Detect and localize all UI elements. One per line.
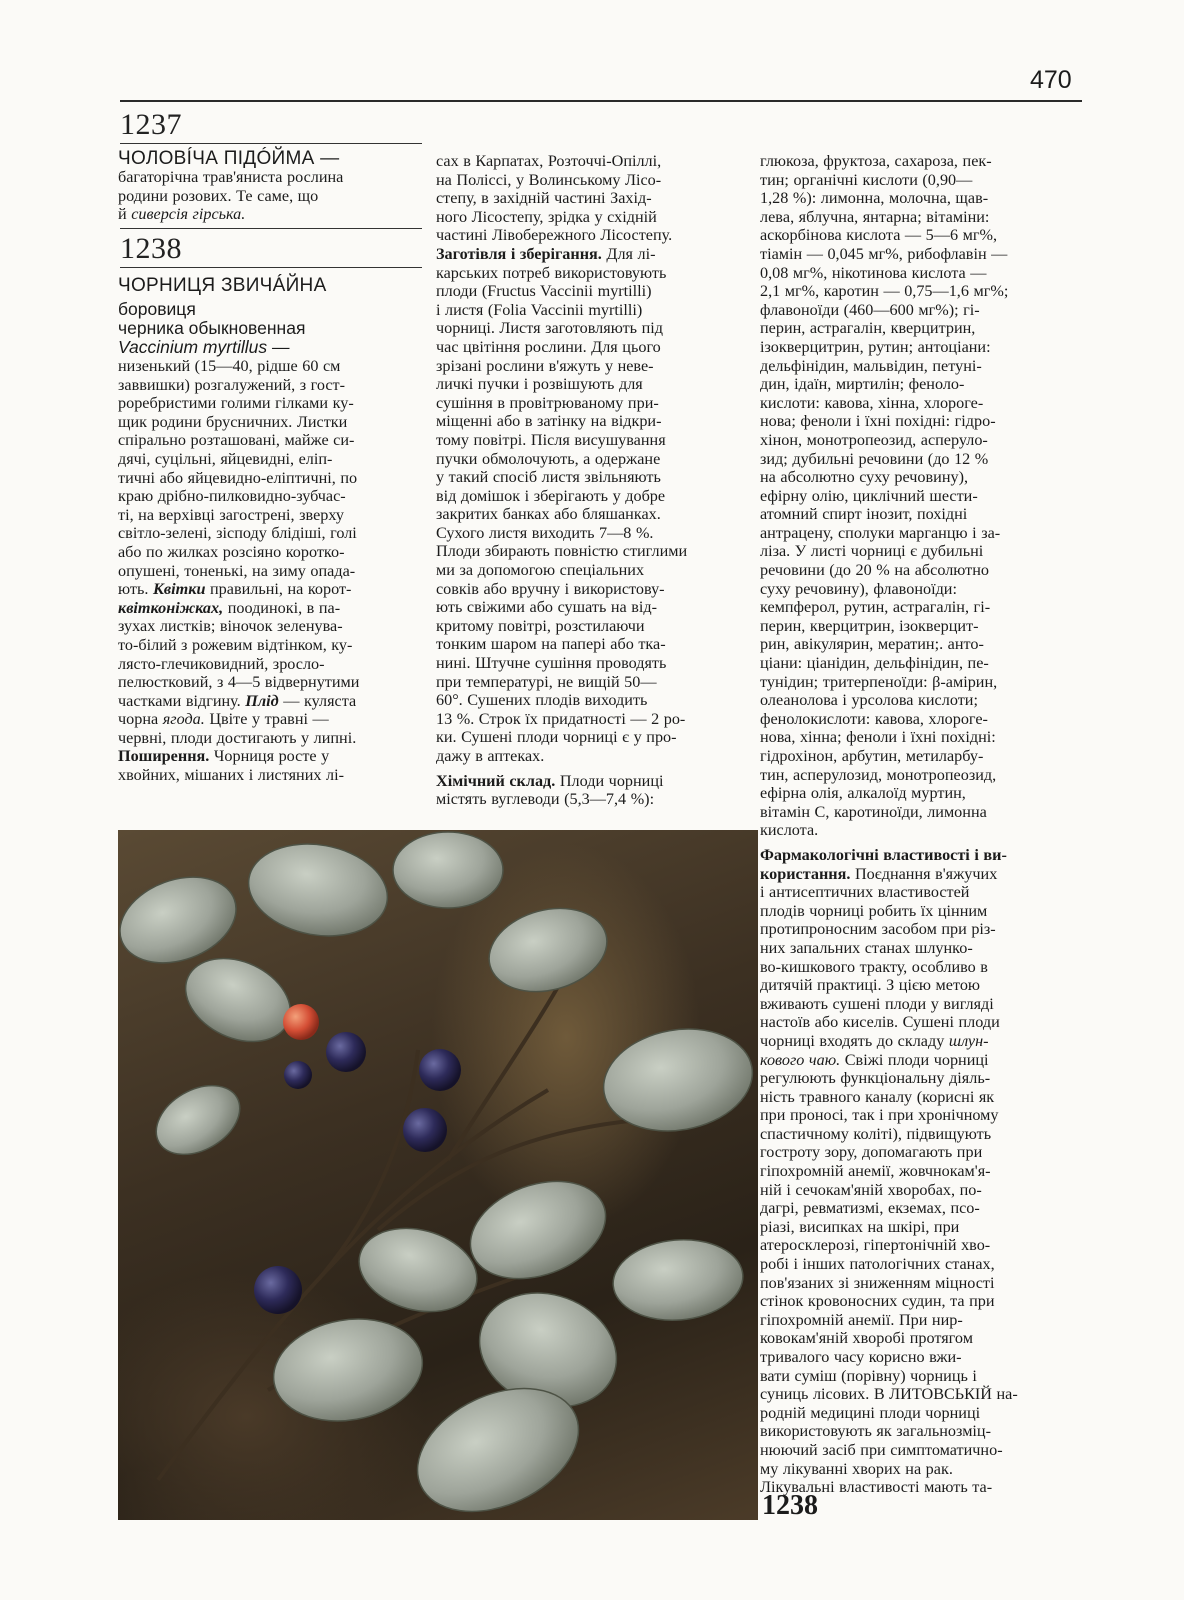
text-line: родній медицині плоди чорниці [760, 1403, 981, 1422]
term: Плід [245, 691, 279, 710]
text-line: родини розових. Те саме, що [118, 186, 319, 205]
text-line [118, 692, 422, 711]
text-line: дажу в аптеках. [436, 747, 545, 765]
text-line: зрізані рослини в'яжуть у неве- [436, 356, 654, 375]
page-number: 470 [1030, 66, 1072, 94]
text-line: і антисептичних властивостей [760, 883, 970, 902]
header-rule [120, 100, 1082, 102]
column-3 [760, 152, 1062, 1497]
text-line: і листя (Folia Vaccinii myrtilli) [436, 300, 643, 319]
text-line: дитячій практиці. З цією метою [760, 976, 981, 995]
text-line: ті, на верхівці загострені, зверху [118, 505, 344, 524]
term: кового чаю. [760, 1050, 841, 1069]
text-line: зухах листків; віночок зеленува- [118, 617, 343, 636]
text-line: ліза. У листі чорниці є дубильні [760, 542, 984, 561]
text-line: протипроносним засобом при різ- [760, 920, 996, 939]
text-line: дин, ідаїн, миртилін; феноло- [760, 375, 965, 394]
text-line: 13 %. Строк їх придатності — 2 ро- [436, 709, 686, 728]
entry-body-1237 [118, 168, 422, 224]
text-line: ефірна олія, алкалоїд муртин, [760, 784, 966, 803]
section-heading: Поширення. [118, 747, 210, 766]
text-line: лясто-глечиковидний, зросло- [118, 654, 325, 673]
text-line: дячі, суцільні, яйцевидні, еліп- [118, 449, 333, 468]
blueberry-illustration [118, 830, 758, 1520]
text-line: сушіння в провітрюваному при- [436, 393, 659, 412]
text-line: ки. Сушені плоди чорниці є у про- [436, 728, 677, 747]
text-line: гостроту зору, допомагають при [760, 1143, 983, 1162]
text-line: заввишки) розгалужений, з гост- [118, 375, 346, 394]
text-line: час цвітіння рослини. Для цього [436, 337, 661, 356]
text-line: вживають сушені плоди у вигляді [760, 994, 994, 1013]
text-line: від домішок і зберігають у добре [436, 486, 666, 505]
term: шлун- [948, 1031, 989, 1050]
text-line: сах в Карпатах, Розточчі-Опіллі, [436, 152, 662, 170]
text-line [118, 599, 422, 618]
text-line: тичні або яйцевидно-еліптичні, по [118, 468, 358, 487]
text-line: при температурі, не вищій 50— [436, 672, 657, 691]
text-line: у такий спосіб листя звільняють [436, 468, 661, 487]
synonym-russian: черника обыкновенная [118, 318, 306, 338]
text-line: ріазі, висипках на шкірі, при [760, 1217, 960, 1236]
text-line: ізокверцитрин, рутин; антоціани: [760, 337, 991, 356]
text-line: флавоноїди (460—600 мг%); гі- [760, 300, 980, 319]
text-line: регулюють функціональну діяль- [760, 1069, 991, 1088]
text-line: плоди (Fructus Vaccinii myrtilli) [436, 282, 652, 301]
text-line: гіпохромній анемії, жовчнокам'я- [760, 1162, 991, 1181]
text-line: міщенні або в затінку на відкри- [436, 412, 662, 431]
text-line: містять вуглеводи (5,3—7,4 %): [436, 790, 655, 809]
text-fragment: правильні, на корот- [205, 580, 352, 599]
text-line: атомний спирт інозит, похідні [760, 505, 968, 524]
text-line: чорниці. Листя заготовляють під [436, 319, 663, 338]
text-line: кемпферол, рутин, астрагалін, гі- [760, 598, 991, 617]
text-line: во-кишкового тракту, особливо в [760, 957, 988, 976]
text-line: багаторічна трав'яниста рослина [118, 168, 344, 186]
text-line: роребристими голими гілками ку- [118, 394, 354, 413]
text-line: дельфінідин, мальвідин, петуні- [760, 356, 982, 375]
text-fragment: поодинокі, в па- [223, 598, 341, 617]
text-line: спірально розташовані, майже си- [118, 431, 355, 450]
text-line [760, 846, 1062, 865]
text-line: ми за допомогою спеціальних [436, 561, 645, 580]
text-line: хінон, монотропеозид, асперуло- [760, 430, 988, 449]
text-line: гіпохромній анемії. При нир- [760, 1310, 963, 1329]
text-line: робі і інших патологічних станах, [760, 1255, 995, 1274]
text-line: пелюстковий, з 4—5 відвернутими [118, 673, 360, 692]
text-fragment: частками відгину. [118, 691, 241, 710]
term: ягода. [162, 710, 205, 729]
text-line: на абсолютно суху речовину), [760, 468, 969, 487]
text-line: 1,28 %): лимонна, молочна, щав- [760, 189, 989, 208]
text-line: атеросклерозі, гіпертонічній хво- [760, 1236, 991, 1255]
text-line: тривалого часу корисно вжи- [760, 1348, 962, 1366]
text-line: плодів чорниці робить їх цінним [760, 901, 988, 920]
text-line: опушені, тоненькі, на зиму опада- [118, 561, 356, 580]
text-line: пучки обмолочують, а одержане [436, 449, 661, 468]
text-line: тунідин; тритерпеноїди: β-амірин, [760, 672, 998, 691]
entry-rule-1238 [120, 267, 422, 268]
text-line: спастичному коліті), підвищують [760, 1124, 992, 1143]
text-line: Сухого листя виходить 7—8 %. [436, 523, 654, 542]
section-heading: Заготівля і зберігання. [436, 244, 602, 263]
text-line: фенолокислоти: кавова, хлороге- [760, 709, 988, 728]
term: Квітки [152, 580, 206, 599]
text-line: ного Лісостепу, зрідка у східній [436, 207, 657, 226]
text-line: глюкоза, фруктоза, сахароза, пек- [760, 152, 992, 170]
text-line: совків або вручну і використову- [436, 579, 665, 598]
synonym-ukrainian: боровиця [118, 299, 196, 319]
text-fragment: Чорниця росте у [209, 747, 330, 766]
text-line: Плоди збирають повністю стиглими [436, 542, 688, 561]
text-line: суху речовину), флавоноїди: [760, 579, 957, 598]
figure-caption: 1238 [762, 1490, 818, 1521]
entry-title-1238: ЧОРНИЦЯ ЗВИЧÁЙНА [118, 275, 327, 296]
cross-reference: сиверсія гірська. [131, 205, 246, 224]
text-line [760, 865, 1062, 884]
text-line: закритих банках або бляшанках. [436, 505, 661, 524]
text-line: 0,08 мг%, нікотинова кислота — [760, 263, 987, 282]
text-line: частині Лівобережного Лісостепу. [436, 226, 673, 245]
text-line: вітамін С, каротиноїди, лимонна [760, 802, 987, 821]
text-line: ковокам'яній хворобі протягом [760, 1329, 973, 1348]
text-line: ній і сечокам'яній хворобах, по- [760, 1180, 982, 1199]
column-1 [118, 357, 422, 785]
text-line: тин; органічні кислоти (0,90— [760, 170, 973, 189]
text-line: антрацену, сполуки марганцю і за- [760, 523, 1001, 542]
text-line: краю дрібно-пилковидно-зубчас- [118, 487, 346, 506]
latin-name: Vaccinium myrtillus — [118, 337, 290, 357]
entry-rule-1237 [120, 143, 422, 144]
text-line: тин, асперулозид, монотропеозид, [760, 765, 997, 784]
text-line: суниць лісових. В ЛИТОВСЬКІЙ на- [760, 1385, 1018, 1404]
term: квітконіжках, [118, 598, 224, 617]
text-line [118, 747, 422, 766]
text-line: степу, в західній частині Захід- [436, 189, 652, 208]
entry-number-1238: 1238 [120, 232, 182, 265]
text-fragment: ють. [118, 580, 149, 599]
text-line: щик родини брусничних. Листки [118, 412, 348, 431]
text-line: аскорбінова кислота — 5—6 мг%, [760, 226, 997, 245]
section-heading: Фармакологічні властивості і ви- [760, 845, 1007, 864]
text-line: то-білий з рожевим відтінком, ку- [118, 635, 353, 654]
entry-number-1237: 1237 [120, 108, 182, 141]
text-fragment: Поєднання в'яжучих [850, 864, 998, 883]
text-line: використовують як загальнозміц- [760, 1422, 991, 1441]
text-fragment: Цвіте у травні — [204, 710, 329, 729]
text-line [436, 245, 742, 264]
text-line: пов'язаних зі зниженням міцності [760, 1273, 995, 1292]
text-line: речовини (до 20 % на абсолютно [760, 561, 989, 580]
text-line: кислота. [760, 821, 819, 840]
text-line: рин, авікулярин, мератин;. анто- [760, 635, 984, 654]
text-line: левa, яблучна, янтарна; вітаміни: [760, 207, 990, 226]
text-line: критому повітрі, розстилаючи [436, 616, 645, 635]
text-line: на Поліссі, у Волинському Лісо- [436, 170, 662, 189]
text-line: 2,1 мг%, каротин — 0,75—1,6 мг%; [760, 282, 1009, 301]
text-line: світло-зелені, зісподу блідіші, голі [118, 524, 357, 543]
text-line [118, 205, 422, 224]
text-line: ють свіжими або сушать на від- [436, 598, 658, 617]
text-line: низенький (15—40, рідше 60 см [118, 357, 341, 375]
text-line: тонким шаром на папері або тка- [436, 635, 666, 654]
text-line: настоїв або киселів. Сушені плоди [760, 1013, 1000, 1032]
text-line: тіамін — 0,045 мг%, рибофлавін — [760, 244, 1008, 263]
text-line: дагрі, ревматизмі, екземах, псо- [760, 1199, 980, 1218]
text-line: му лікуванні хворих на рак. [760, 1459, 953, 1478]
text-line: ефірну олію, циклічний шести- [760, 486, 978, 505]
text-line [760, 1051, 1062, 1070]
text-fragment: — куляста [278, 691, 357, 710]
text-line: вати суміш (порівну) чорниць і [760, 1366, 977, 1385]
text-line: кислоти: кавова, хінна, хлороге- [760, 393, 984, 412]
text-line: 60°. Сушених плодів виходить [436, 691, 648, 710]
text-fragment: Плоди чорниці [555, 771, 664, 790]
blueberry-photo [118, 830, 758, 1520]
text-line: нова, хінна; феноли і їхні похідні: [760, 728, 996, 747]
text-line [118, 710, 422, 729]
text-line: олеанолова і урсолова кислоти; [760, 691, 978, 710]
text-line: нюючий засіб при симптоматично- [760, 1440, 1003, 1459]
text-line: них запальних станах шлунко- [760, 938, 973, 957]
leaves [118, 832, 758, 1520]
text-line: при проносі, так і при хронічному [760, 1106, 999, 1125]
text-line: ність травного каналу (корисні як [760, 1087, 995, 1106]
section-heading: Хімічний склад. [436, 771, 556, 790]
text-fragment: Для лі- [601, 244, 656, 263]
text-fragment: й [118, 205, 132, 224]
entry-rule-1237-end [120, 228, 422, 229]
text-fragment: чорна [118, 710, 163, 729]
text-line: тому повітрі. Після висушування [436, 430, 666, 449]
text-line [118, 580, 422, 599]
text-line: Лікувальні властивості мають та- [760, 1478, 993, 1497]
text-line: червні, плоди достигають у липні. [118, 728, 357, 747]
text-line: нині. Штучне сушіння проводять [436, 654, 667, 673]
text-fragment: чорниці входять до складу [760, 1031, 949, 1050]
entry-title-1237: ЧОЛОВÍЧА ПІДÓЙМА — [118, 148, 340, 169]
text-line: карських потреб використовують [436, 263, 667, 282]
text-line: нова; феноли і їхні похідні: гідро- [760, 412, 996, 431]
text-line [760, 1032, 1062, 1051]
text-line: личкі пучки і розвішують для [436, 375, 643, 394]
text-fragment: Свіжі плоди чорниці [840, 1050, 989, 1069]
text-line: гідрохінон, арбутин, метиларбу- [760, 747, 984, 765]
text-line: хвойних, мішаних і листяних лі- [118, 766, 344, 785]
section-heading: користання. [760, 864, 851, 883]
text-line: зид; дубильні речовини (до 12 % [760, 449, 989, 468]
column-2 [436, 152, 742, 809]
text-line: ціани: ціанідин, дельфінідин, пе- [760, 654, 989, 673]
text-line: перин, астрагалін, кверцитрин, [760, 319, 976, 338]
text-line [436, 772, 742, 791]
text-line: стінок кровоносних судин, та при [760, 1292, 995, 1311]
text-line: перин, кверцитрин, ізокверцит- [760, 616, 979, 635]
text-line: або по жилках розсіяно коротко- [118, 542, 345, 561]
